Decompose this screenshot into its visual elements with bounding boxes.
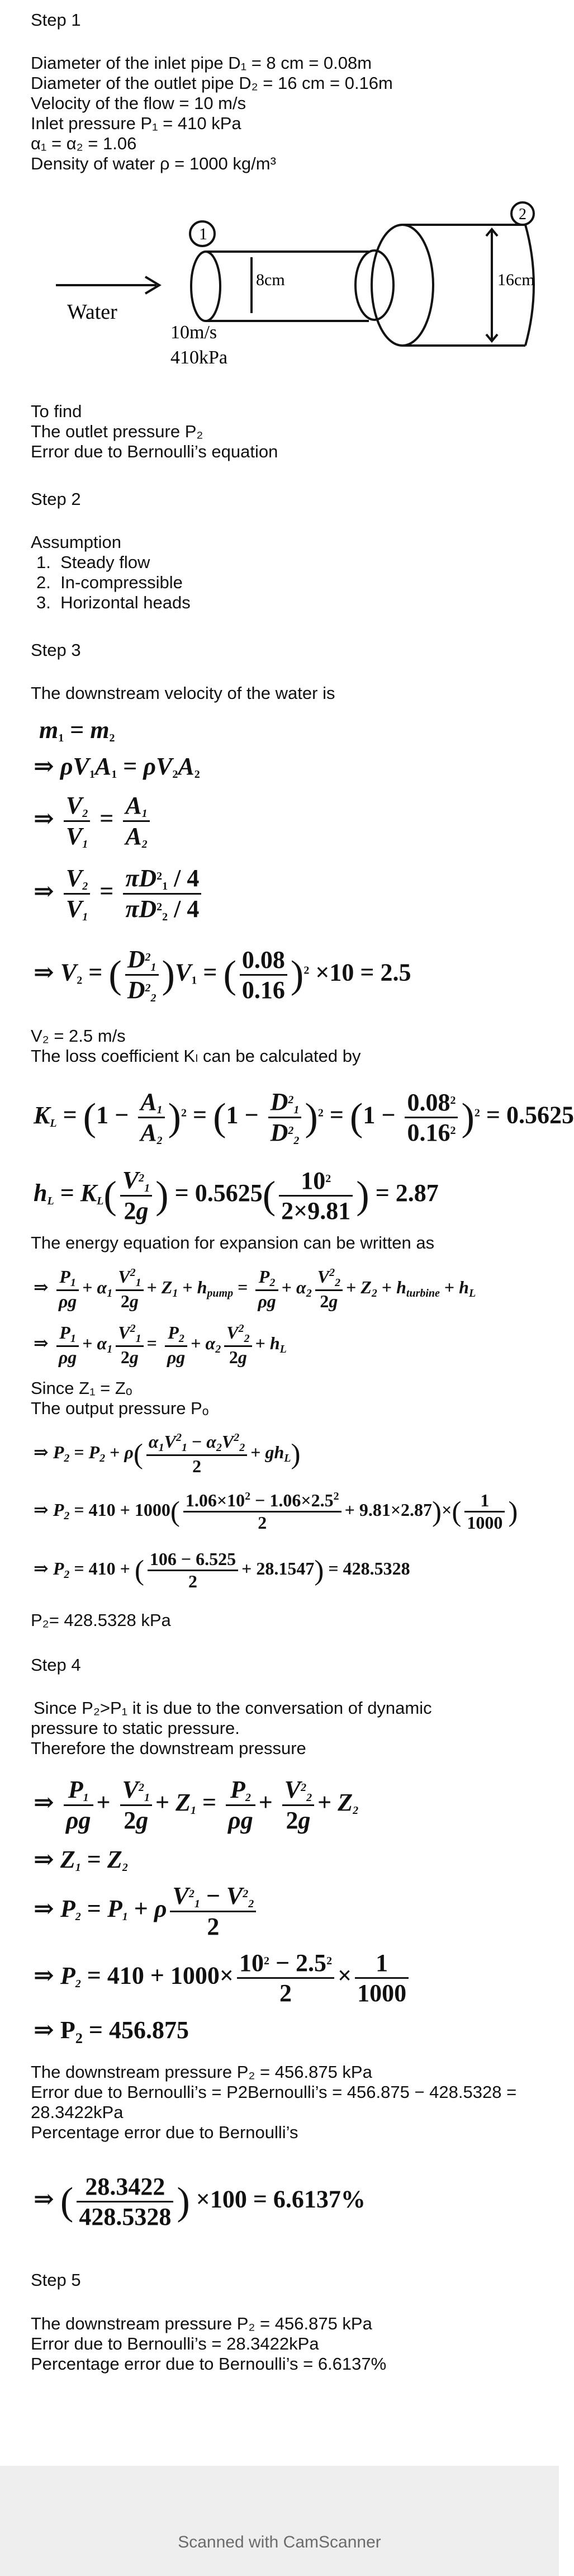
inlet-pipe-end [191,252,220,321]
p2-evaluation: ⇒ $P_2 = 410$ + ( $\frac{106 - 6.525}{2}$ + 28.1547) = 428.5328 [34,1549,410,1591]
p2-expression: ⇒ $P_2 = P_2 + \rho$( $\frac{\alpha_1V^2_1 - \alpha_2V^2_2}{2}$ + $gh_L$) [34,1431,301,1476]
assumption-item: 3. Horizontal heads [36,593,191,612]
bernoulli-p2-substitution: ⇒ $P_2 = 410 + 1000\times$ $\frac{10^2 - 2.5^2}{2}$ × $\frac{1}{1000}$ [34,1949,412,2007]
velocity-ratio-diameter: ⇒ $\frac{V_2}{V_1}$ = $\frac{\pi D^2_1 / 4}{\pi D^2_2 / 4}$ [34,864,205,924]
pipe-sketch [56,201,548,386]
percent-error-title: Percentage error due to Bernoulli’s [31,2123,298,2142]
energy-equation-full: ⇒ $\frac{P_1}{\rho g}$ + $\alpha_1$ $\frac{V^2_1}{2g}$ + $Z_1 + h_{pump}$ = $\frac{P_2}{\rho g}$ + $\alpha_2$ $\frac{V^2_2}{2g}$ + $Z_2 + h_{turbine} + h_L$ [34,1266,476,1311]
to-find-title: To find [31,401,82,421]
output-pressure-intro: The output pressure Pₒ [31,1398,209,1418]
velocity-ratio-area: ⇒ $\frac{V_2}{V_1}$ = $\frac{A_1}{A_2}$ [34,791,153,851]
step4-explanation-3: Therefore the downstream pressure [31,1738,306,1758]
error-line-2: 28.3422kPa [31,2102,124,2122]
continuity-equation: ⇒ $\rho V_1A_1 = \rho V_2A_2$ [34,753,200,781]
p2-result: P₂= 428.5328 kPa [31,1610,171,1630]
percent-numerator: 28.3422 [77,2172,173,2202]
percent-error-equation: ⇒ ( $\frac{28.3422}{428.5328}$ ) ×100 = 6.6137% [34,2173,366,2230]
to-find-error: Error due to Bernoulli’s equation [31,442,278,461]
loss-coefficient-intro: The loss coefficient Kₗ can be calculated by [31,1046,361,1066]
given-density: Density of water ρ = 1000 kg/m³ [31,154,276,173]
bernoulli-p2-result: ⇒ P₂ = 456.875 [34,2016,189,2044]
velocity-label: 10m/s [170,322,217,343]
step5-heading: Step 5 [31,2270,81,2290]
d2-label: 16cm [497,271,535,289]
energy-equation-reduced: ⇒ $\frac{P_1}{\rho g}$ + $\alpha_1$ $\frac{V^2_1}{2g}$ = $\frac{P_2}{\rho g}$ + $\alpha_2$ $\frac{V^2_2}{2g}$ + $h_L$ [34,1322,287,1367]
velocity-intro: The downstream velocity of the water is [31,683,335,703]
summary-error: Error due to Bernoulli’s = 28.3422kPa [31,2334,319,2353]
step2-heading: Step 2 [31,489,81,509]
camscanner-label: Scanned with CamScanner [178,2533,381,2551]
velocity-result: V₂ = 2.5 m/s [31,1026,126,1046]
given-alpha: α₁ = α₂ = 1.06 [31,134,137,153]
given-d1: Diameter of the inlet pipe D₁ = 8 cm = 0.08m [31,53,372,73]
marker-1-label: 1 [199,225,207,243]
outlet-pipe-start [372,225,433,346]
error-line-1: Error due to Bernoulli’s = P2Bernoulli’s = 456.875 − 428.5328 = [31,2082,517,2102]
water-label: Water [67,300,117,324]
given-d2: Diameter of the outlet pipe D₂ = 16 cm = 0.16m [31,73,393,93]
step4-explanation-2: pressure to static pressure. [31,1718,240,1738]
marker-2-label: 2 [519,206,526,223]
to-find-outlet-pressure: The outlet pressure P₂ [31,422,203,441]
loss-coefficient-equation: $K_L = (1$ − $\frac{A_1}{A_2}$ )$^2$ = (1 − $\frac{D^2_1}{D^2_2}$ )$^2$ = (1 − $\frac{0.08^2}{0.16^2}$ )$^2$ = 0.5625 [34,1088,574,1147]
step1-heading: Step 1 [31,10,81,30]
summary-downstream: The downstream pressure P₂ = 456.875 kPa [31,2314,372,2333]
scanner-footer [0,2466,559,2576]
assumption-title: Assumption [31,532,121,552]
energy-equation-intro: The energy equation for expansion can be written as [31,1233,435,1252]
given-inlet-pressure: Inlet pressure P₁ = 410 kPa [31,114,241,133]
step4-heading: Step 4 [31,1655,81,1675]
velocity-calculation: ⇒ $V_2$ = ( $\frac{D^2_1}{D^2_2}$ )$V_1$ = ( $\frac{0.08}{0.16}$ )$^2$ ×10 = 2.5 [34,946,411,1004]
d1-label: 8cm [256,271,285,289]
downstream-pressure: The downstream pressure P₂ = 456.875 kPa [31,2062,372,2082]
pressure-label: 410kPa [170,347,227,368]
head-loss-equation: $h_L = K_L$( $\frac{V^2_1}{2g}$ ) = 0.5625( $\frac{10^2}{2\times 9.81}$ ) = 2.87 [34,1166,439,1225]
since-z-equal: Since Z₁ = Zₒ [31,1378,132,1398]
given-velocity: Velocity of the flow = 10 m/s [31,93,246,113]
z-equal-equation: ⇒ $Z_1 = Z_2$ [34,1846,128,1874]
p2-eq-result: = 428.5328 [328,1558,410,1578]
assumption-item: 2. In-compressible [36,573,183,592]
p2-substitution: ⇒ $P_2 = 410 + 1000$( $\frac{1.06\times 10^2 - 1.06\times 2.5^2}{2}$ + 9.81×2.87)×( $\frac{1}{1000}$ ) [34,1490,518,1533]
percent-denominator: 428.5328 [79,2203,172,2230]
step4-explanation-1: Since P₂>P₁ it is due to the conversation of dynamic [34,1698,432,1718]
bernoulli-equation: ⇒ $\frac{P_1}{\rho g}$ + $\frac{V^2_1}{2g}$ + $Z_1$ = $\frac{P_2}{\rho g}$ + $\frac{V^2_2}{2g}$ + $Z_2$ [34,1776,359,1834]
kl-result: = 0.5625 [486,1101,574,1129]
mass-balance-equation: $m_1 = m_2$ [39,716,115,744]
step3-heading: Step 3 [31,640,81,660]
hl-result: = 2.87 [375,1179,439,1207]
percent-result: ×100 = 6.6137% [196,2185,366,2213]
assumption-item: 1. Steady flow [36,552,150,572]
summary-percent-error: Percentage error due to Bernoulli’s = 6.6137% [31,2354,387,2374]
bernoulli-p2-expression: ⇒ $P_2 = P_1 + \rho$ $\frac{V^2_1 - V^2_2}{2}$ [34,1882,259,1941]
